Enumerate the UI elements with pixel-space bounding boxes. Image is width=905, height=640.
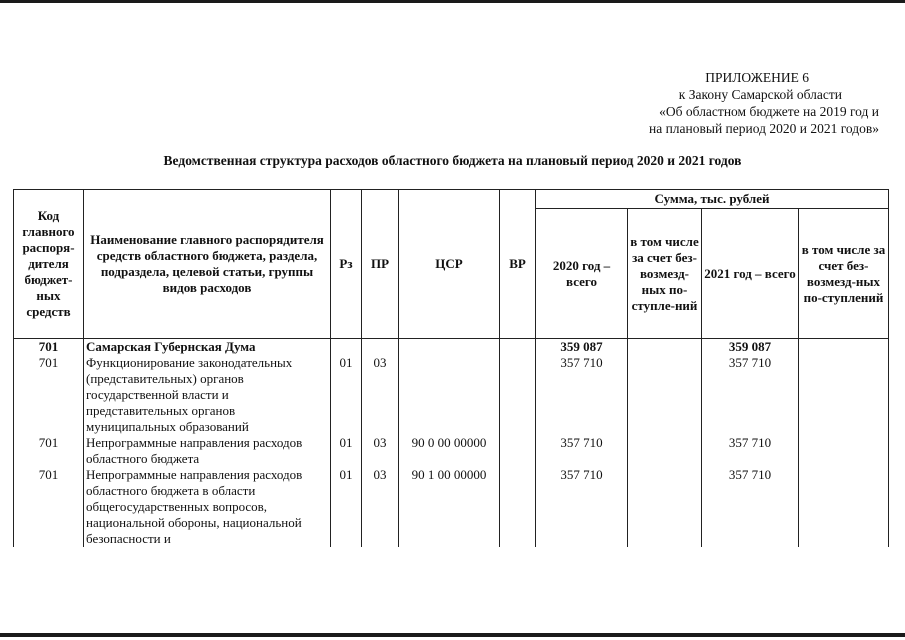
- cell-code: 701: [14, 467, 84, 547]
- appendix-subject-line2: на плановый период 2020 и 2021 годов»: [648, 121, 879, 136]
- table-row: [14, 435, 889, 467]
- header-csr: ЦСР: [399, 190, 500, 339]
- cell-2020-total: 357 710: [536, 435, 628, 467]
- bottom-border-line: [0, 633, 905, 637]
- cell-2021-total: 357 710: [702, 467, 799, 547]
- cell-csr: 90 0 00 00000: [399, 435, 500, 467]
- cell-name: Функционирование законодательных (представительных) органов государственной власти и представительных органов муниципальных образований: [84, 355, 331, 435]
- header-rz: Рз: [331, 190, 362, 339]
- table-row: [14, 355, 889, 435]
- document-title: Ведомственная структура расходов областного бюджета на плановый период 2020 и 2021 годов: [163, 153, 742, 168]
- cell-2021-total: 357 710: [702, 355, 799, 435]
- cell-csr: [399, 355, 500, 435]
- cell-2020-free: [628, 339, 702, 356]
- cell-rz: [331, 339, 362, 356]
- cell-rz: 01: [331, 435, 362, 467]
- header-vr: ВР: [500, 190, 536, 339]
- header-2021-free: в том числе за счет без-возмезд-ных по-ступлений: [799, 209, 889, 339]
- header-code: Код главного распоря-дителя бюджет-ных средств: [14, 190, 84, 339]
- cell-pr: 03: [362, 355, 399, 435]
- cell-code: 701: [14, 339, 84, 356]
- cell-2021-total: 357 710: [702, 435, 799, 467]
- cell-2021-total: 359 087: [702, 339, 799, 356]
- cell-rz: 01: [331, 467, 362, 547]
- cell-pr: 03: [362, 435, 399, 467]
- header-2021-total: 2021 год – всего: [702, 209, 799, 339]
- cell-vr: [500, 339, 536, 356]
- cell-2020-free: [628, 467, 702, 547]
- appendix-subject-line1: «Об областном бюджете на 2019 год и: [659, 104, 879, 119]
- cell-name: Самарская Губернская Дума: [84, 339, 331, 356]
- table-row: [14, 467, 889, 547]
- header-2020-free: в том числе за счет без-возмезд-ных по-ступле-ний: [628, 209, 702, 339]
- cell-csr: 90 1 00 00000: [399, 467, 500, 547]
- cell-2021-free: [799, 467, 889, 547]
- cell-csr: [399, 339, 500, 356]
- header-sum-group: Сумма, тыс. рублей: [536, 190, 889, 209]
- header-2020-total: 2020 год – всего: [536, 209, 628, 339]
- cell-2020-total: 359 087: [536, 339, 628, 356]
- cell-2020-free: [628, 435, 702, 467]
- table-row: [14, 339, 889, 356]
- cell-pr: 03: [362, 467, 399, 547]
- cell-2020-free: [628, 355, 702, 435]
- cell-pr: [362, 339, 399, 356]
- appendix-title: ПРИЛОЖЕНИЕ 6: [705, 70, 809, 85]
- cell-vr: [500, 467, 536, 547]
- header-name: Наименование главного распорядителя средств областного бюджета, раздела, подраздела, целевой статьи, группы видов расходов: [84, 190, 331, 339]
- budget-table: [13, 189, 889, 547]
- cell-name: Непрограммные направления расходов областного бюджета: [84, 435, 331, 467]
- cell-code: 701: [14, 435, 84, 467]
- cell-code: 701: [14, 355, 84, 435]
- cell-2020-total: 357 710: [536, 355, 628, 435]
- header-pr: ПР: [362, 190, 399, 339]
- appendix-header: [649, 69, 879, 137]
- cell-name: Непрограммные направления расходов областного бюджета в области общегосударственных вопросов, национальной обороны, национальной безопасности и: [84, 467, 331, 547]
- cell-2021-free: [799, 355, 889, 435]
- cell-rz: 01: [331, 355, 362, 435]
- cell-2020-total: 357 710: [536, 467, 628, 547]
- cell-vr: [500, 355, 536, 435]
- cell-2021-free: [799, 435, 889, 467]
- top-border-line: [0, 0, 905, 3]
- cell-2021-free: [799, 339, 889, 356]
- cell-vr: [500, 435, 536, 467]
- appendix-law: к Закону Самарской области: [678, 87, 842, 102]
